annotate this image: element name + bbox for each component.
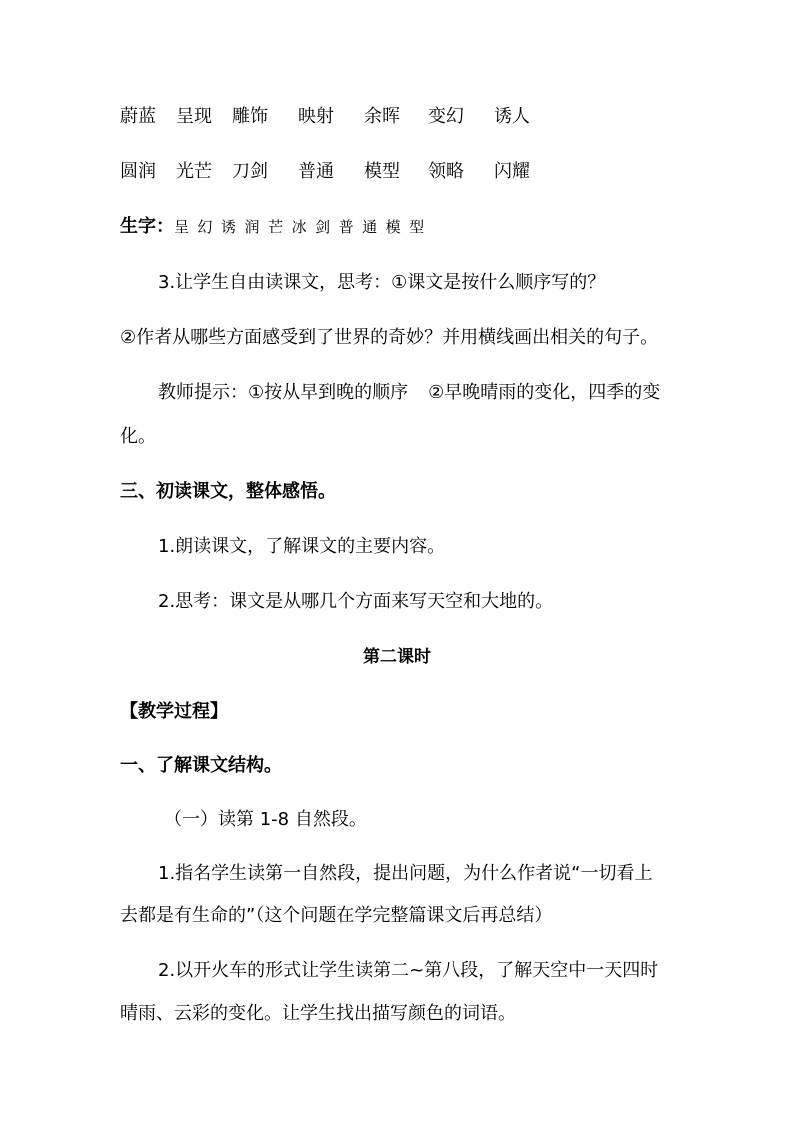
- lesson-2-title: 第二课时: [363, 647, 431, 667]
- vocab-word: 光芒: [176, 161, 212, 182]
- vocab-word: 刀剑: [232, 161, 268, 182]
- question-3-line-2: ②作者从哪些方面感受到了世界的奇妙？并用横线画出相关的句子。: [120, 327, 659, 348]
- section-3-item-1: 1.朗读课文，了解课文的主要内容。: [158, 536, 446, 557]
- teacher-hint-line-2: 化。: [120, 426, 156, 447]
- vocab-word: 闪耀: [494, 161, 530, 182]
- vocab-word: 变幻: [428, 106, 464, 127]
- new-char: 型: [409, 218, 425, 236]
- teacher-hint-line-1: [158, 381, 660, 405]
- new-char: 模: [385, 218, 401, 236]
- lesson-2-item-1-line-1: 1.指名学生读第一自然段，提出问题，为什么作者说“一切看上: [158, 863, 653, 884]
- new-chars-label: 生字：: [120, 216, 174, 237]
- section-3-heading: 三、初读课文，整体感悟。: [120, 481, 336, 502]
- vocab-word: 诱人: [494, 106, 530, 127]
- vocab-word: 余晖: [364, 106, 400, 127]
- new-char: 诱: [221, 218, 237, 236]
- lesson-2-item-2-line-1: 2.以开火车的形式让学生读第二~第八段，了解天空中一天四时: [158, 960, 659, 981]
- vocab-word: 映射: [298, 106, 334, 127]
- teacher-hint-part-b: ②早晚晴雨的变化，四季的变: [428, 382, 661, 403]
- teacher-hint-part-a: 教师提示：①按从早到晚的顺序: [158, 382, 409, 403]
- vocab-word: 普通: [298, 161, 334, 182]
- vocab-word: 呈现: [176, 106, 212, 127]
- vocab-word: 雕饰: [232, 106, 268, 127]
- vocab-word: 模型: [364, 161, 400, 182]
- subsection-1: （一）读第 1-8 自然段。: [164, 809, 367, 830]
- new-char: 芒: [268, 218, 284, 236]
- new-char: 通: [362, 218, 378, 236]
- section-3-item-2: 2.思考：课文是从哪几个方面来写天空和大地的。: [158, 591, 554, 612]
- new-char: 普: [338, 218, 354, 236]
- lesson-2-item-2-line-2: 晴雨、云彩的变化。让学生找出描写颜色的词语。: [120, 1003, 516, 1024]
- question-3-line-1: 3.让学生自由读课文，思考：①课文是按什么顺序写的？: [158, 272, 606, 293]
- new-chars-list: [174, 218, 424, 236]
- new-char: 剑: [315, 218, 331, 236]
- teaching-process-heading: 【教学过程】: [120, 701, 228, 722]
- vocab-word: 蔚蓝: [120, 106, 156, 127]
- new-char: 润: [244, 218, 260, 236]
- lesson-2-item-1-line-2: 去都是有生命的”（这个问题在学完整篇课文后再总结）: [120, 905, 553, 926]
- new-char: 幻: [197, 218, 213, 236]
- vocab-word: 圆润: [120, 161, 156, 182]
- new-char: 呈: [174, 218, 190, 236]
- section-1-heading: 一、了解课文结构。: [120, 755, 282, 776]
- new-char: 冰: [291, 218, 307, 236]
- vocab-word: 领略: [428, 161, 464, 182]
- new-chars-line: [120, 215, 424, 239]
